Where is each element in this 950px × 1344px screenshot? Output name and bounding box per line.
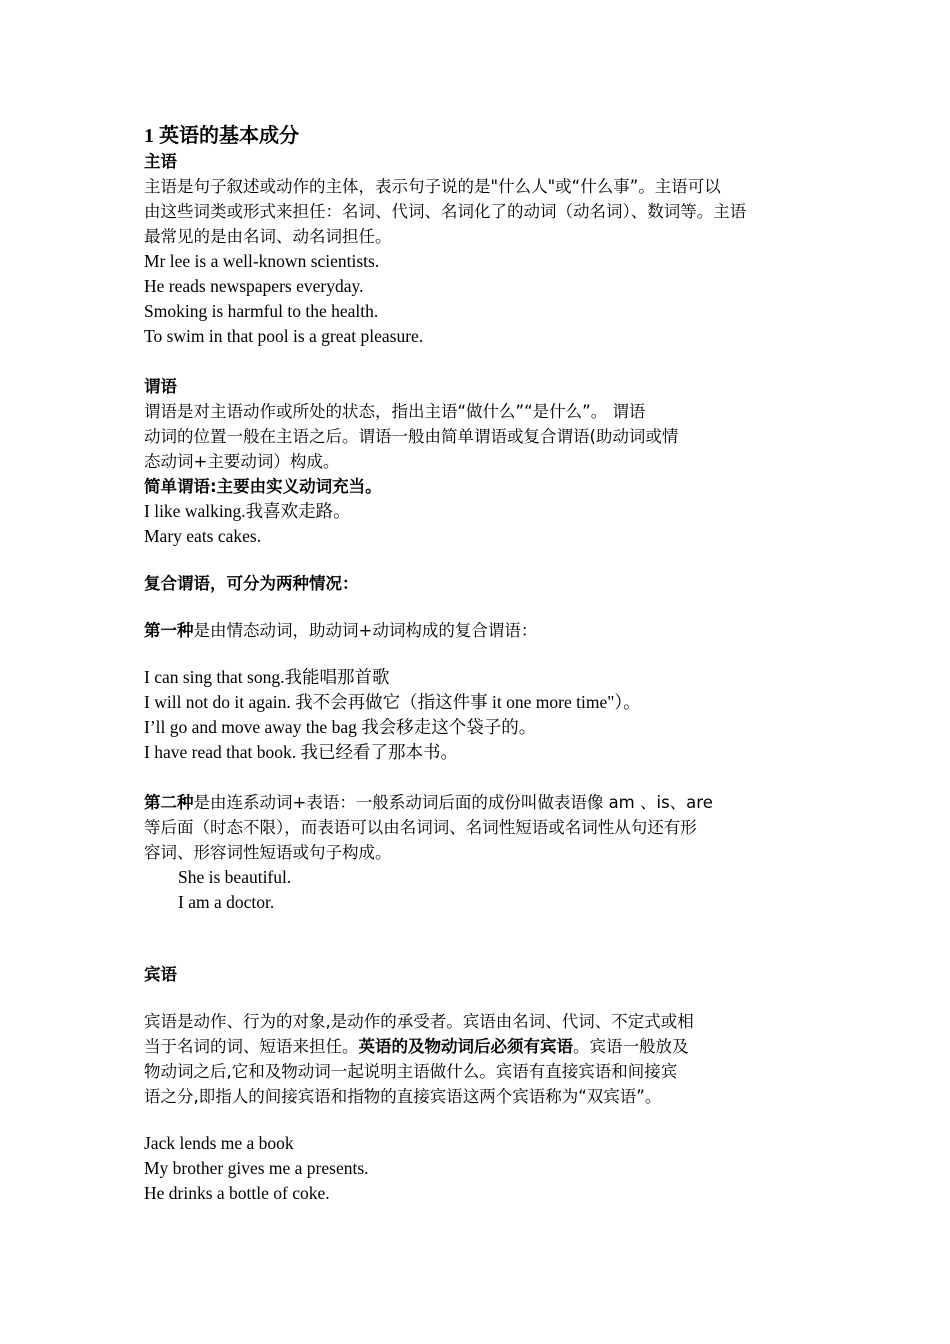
type2-example: She is beautiful. (178, 867, 292, 887)
object-heading: 宾语 (144, 965, 177, 984)
type1-example: I have read that book. 我已经看了那本书。 (144, 742, 458, 762)
object-desc-post: 。宾语一般放及 (573, 1037, 689, 1056)
subject-desc-line: 最常见的是由名词、动名词担任。 (144, 227, 392, 246)
object-desc-line: 物动词之后,它和及物动词一起说明主语做什么。宾语有直接宾语和间接宾 (144, 1062, 678, 1081)
type1-rest: 是由情态动词，助动词+动词构成的复合谓语： (193, 621, 538, 640)
simple-predicate-example: I like walking.我喜欢走路。 (144, 501, 351, 521)
predicate-desc-line: 谓语是对主语动作或所处的状态，指出主语“做什么”“是什么”。 谓语 (144, 402, 646, 421)
predicate-heading: 谓语 (144, 377, 177, 396)
type2-lead: 第二种 (144, 793, 194, 812)
object-example: My brother gives me a presents. (144, 1158, 369, 1178)
subject-heading: 主语 (144, 152, 177, 171)
type1-example: I will not do it again. 我不会再做它（指这件事 it one more time"）。 (144, 692, 641, 712)
predicate-desc-line: 动词的位置一般在主语之后。谓语一般由简单谓语或复合谓语(助动词或情 (144, 427, 679, 446)
object-desc-line: 语之分,即指人的间接宾语和指物的直接宾语这两个宾语称为“双宾语”。 (144, 1087, 662, 1106)
simple-predicate-example: Mary eats cakes. (144, 526, 262, 546)
type2-desc-line: 容词、形容词性短语或句子构成。 (144, 843, 392, 862)
predicate-desc-line: 态动词+主要动词）构成。 (144, 452, 340, 471)
type1-intro (144, 618, 537, 643)
type2-intro (144, 790, 713, 815)
object-desc-pre: 当于名词的词、短语来担任。 (144, 1037, 359, 1056)
object-desc-line (144, 1034, 689, 1059)
type1-lead: 第一种 (144, 621, 194, 640)
subject-desc-line: 主语是句子叙述或动作的主体，表示句子说的是"什么人"或“什么事”。主语可以 (144, 177, 721, 196)
subject-example: Smoking is harmful to the health. (144, 301, 379, 321)
compound-predicate-heading: 复合谓语，可分为两种情况： (144, 574, 359, 593)
type1-example: I can sing that song.我能唱那首歌 (144, 667, 390, 687)
object-desc-emphasis: 英语的及物动词后必须有宾语 (358, 1037, 573, 1056)
subject-desc-line: 由这些词类或形式来担任：名词、代词、名词化了的动词（动名词）、数词等。主语 (144, 202, 747, 221)
type2-rest: 是由连系动词+表语：一般系动词后面的成份叫做表语像 am 、is、are (193, 793, 713, 812)
object-example: He drinks a bottle of coke. (144, 1183, 330, 1203)
simple-predicate-heading: 简单谓语:主要由实义动词充当。 (144, 477, 382, 496)
section-title: 1 英语的基本成分 (144, 125, 299, 147)
subject-example: He reads newspapers everyday. (144, 276, 364, 296)
subject-example: To swim in that pool is a great pleasure. (144, 326, 424, 346)
object-example: Jack lends me a book (144, 1133, 294, 1153)
type2-desc-line: 等后面（时态不限），而表语可以由名词词、名词性短语或名词性从句还有形 (144, 818, 697, 837)
object-desc-line: 宾语是动作、行为的对象,是动作的承受者。宾语由名词、代词、不定式或相 (144, 1012, 694, 1031)
type2-example: I am a doctor. (178, 892, 275, 912)
type1-example: I’ll go and move away the bag 我会移走这个袋子的。 (144, 717, 537, 737)
subject-example: Mr lee is a well-known scientists. (144, 251, 380, 271)
